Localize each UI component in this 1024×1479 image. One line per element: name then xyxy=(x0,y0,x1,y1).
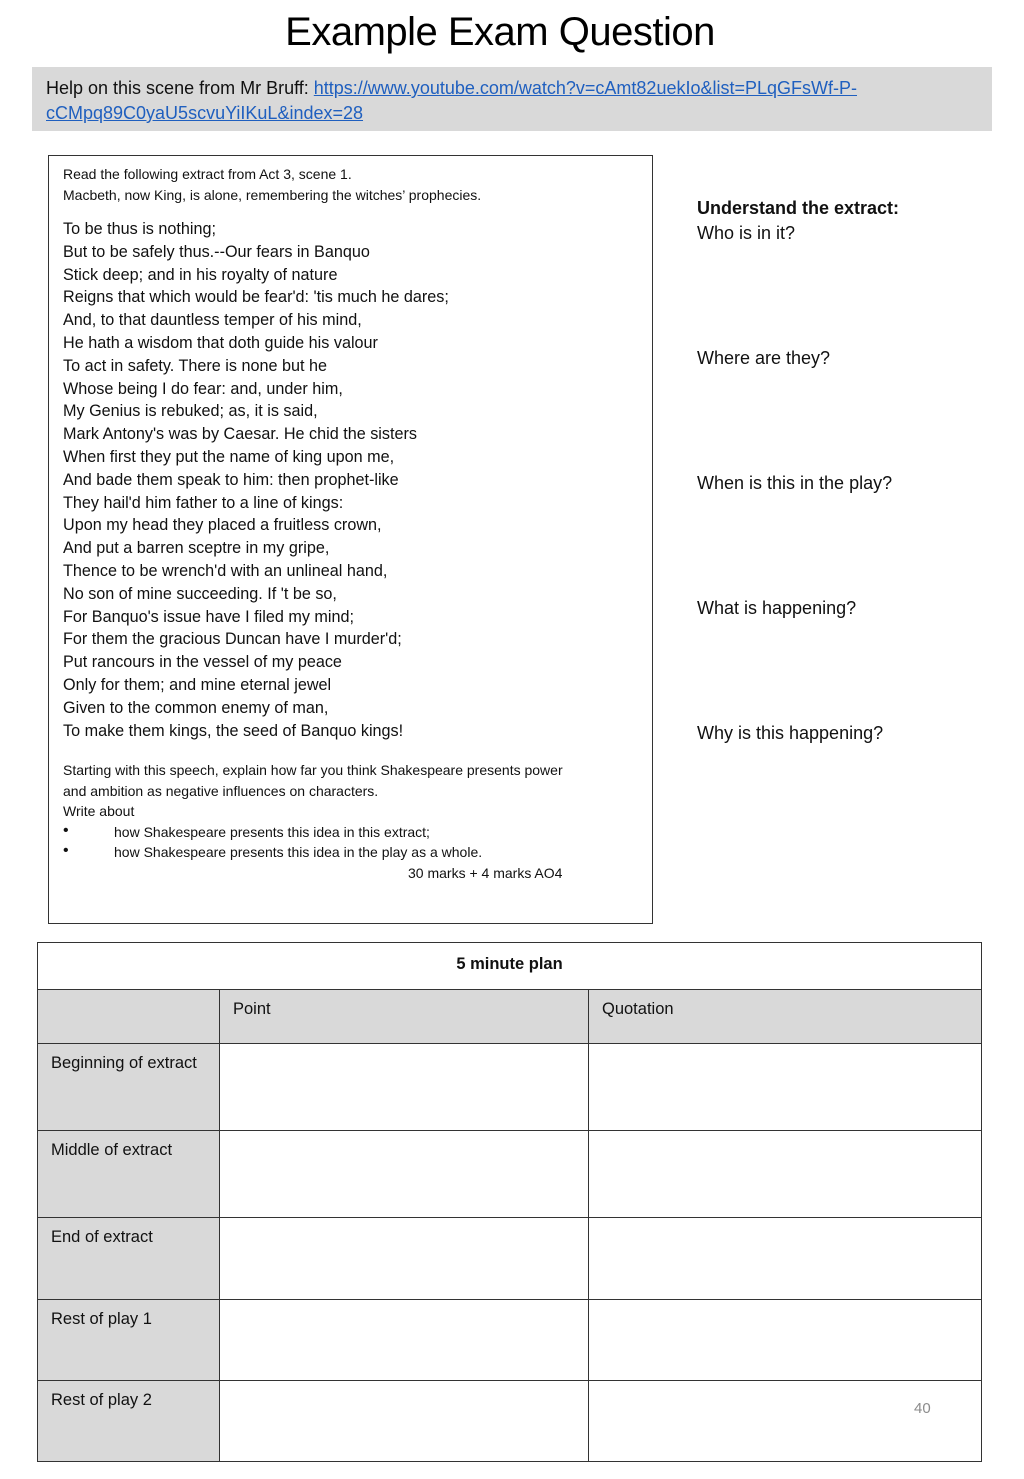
task-line1: Starting with this speech, explain how far you think Shakespeare presents power xyxy=(63,762,563,779)
speech-line: Put rancours in the vessel of my peace xyxy=(63,653,342,672)
point-cell[interactable] xyxy=(220,1131,589,1218)
point-cell[interactable] xyxy=(220,1218,589,1300)
speech-line: Stick deep; and in his royalty of nature xyxy=(63,265,338,284)
page-number: 40 xyxy=(914,1400,931,1417)
plan-title: 5 minute plan xyxy=(38,943,982,990)
extract-box xyxy=(48,155,653,924)
speech-line: To make them kings, the seed of Banquo kings! xyxy=(63,721,404,740)
speech-line: And, to that dauntless temper of his mind, xyxy=(63,311,362,330)
question-why: Why is this happening? xyxy=(697,723,884,743)
youtube-link-line2: cCMpq89C0yaU5scvuYiIKuL&index=28 xyxy=(46,103,364,123)
exam-task xyxy=(63,760,638,883)
speech-line: No son of mine succeeding. If 't be so, xyxy=(63,584,337,603)
table-row xyxy=(38,1044,982,1131)
extract-intro-line2: Macbeth, now King, is alone, remembering the witches’ prophecies. xyxy=(63,186,482,203)
bullet-icon: • xyxy=(63,842,69,860)
extract-intro-line1: Read the following extract from Act 3, scene 1. xyxy=(63,166,352,182)
question-who: Who is in it? xyxy=(697,223,796,243)
plan-row-label: Beginning of extract xyxy=(38,1044,220,1131)
question-what: What is happening? xyxy=(697,598,857,618)
extract-speech xyxy=(63,218,638,742)
page-title: Example Exam Question xyxy=(285,10,715,54)
speech-line: They hail'd him father to a line of kings: xyxy=(63,493,344,512)
task-bullet xyxy=(63,822,638,843)
marks-label: 30 marks + 4 marks AO4 xyxy=(408,864,563,881)
youtube-link-line1: https://www.youtube.com/watch?v=cAmt82uekIo&list=PLqGFsWf-P- xyxy=(313,78,857,98)
bullet-icon: • xyxy=(63,821,69,839)
plan-header-empty xyxy=(38,990,220,1044)
question-when: When is this in the play? xyxy=(697,473,893,493)
speech-line: Given to the common enemy of man, xyxy=(63,698,329,717)
plan-row-label: Rest of play 2 xyxy=(38,1381,220,1462)
help-banner xyxy=(32,67,992,131)
quotation-cell[interactable] xyxy=(589,1381,982,1462)
table-row xyxy=(38,1300,982,1381)
plan-row-label: Middle of extract xyxy=(38,1131,220,1218)
plan-row-label: Rest of play 1 xyxy=(38,1300,220,1381)
table-row xyxy=(38,1131,982,1218)
help-prefix: Help on this scene from Mr Bruff: xyxy=(46,78,314,98)
speech-line: Thence to be wrench'd with an unlineal hand, xyxy=(63,561,388,580)
speech-line: My Genius is rebuked; as, it is said, xyxy=(63,402,318,421)
question-where: Where are they? xyxy=(697,348,831,368)
plan-title-row xyxy=(38,943,982,990)
quotation-cell[interactable] xyxy=(589,1044,982,1131)
plan-header-point: Point xyxy=(220,990,589,1044)
plan-row-label: End of extract xyxy=(38,1218,220,1300)
speech-line: He hath a wisdom that doth guide his valour xyxy=(63,333,378,352)
table-row xyxy=(38,1381,982,1462)
quotation-cell[interactable] xyxy=(589,1300,982,1381)
write-about: Write about xyxy=(63,803,135,820)
speech-line: And bade them speak to him: then prophet-like xyxy=(63,470,399,489)
speech-line: To act in safety. There is none but he xyxy=(63,356,327,375)
task-bullet-text: how Shakespeare presents this idea in the play as a whole. xyxy=(114,844,483,861)
point-cell[interactable] xyxy=(220,1381,589,1462)
quotation-cell[interactable] xyxy=(589,1218,982,1300)
task-bullets xyxy=(63,822,638,863)
questions-heading: Understand the extract: xyxy=(697,198,900,218)
plan-table xyxy=(37,942,982,1462)
table-row xyxy=(38,1218,982,1300)
plan-header-quotation: Quotation xyxy=(589,990,982,1044)
point-cell[interactable] xyxy=(220,1300,589,1381)
point-cell[interactable] xyxy=(220,1044,589,1131)
speech-line: For Banquo's issue have I filed my mind; xyxy=(63,607,355,626)
speech-line: And put a barren sceptre in my gripe, xyxy=(63,539,330,558)
plan-header-row xyxy=(38,990,982,1044)
speech-line: Whose being I do fear: and, under him, xyxy=(63,379,343,398)
task-bullet-text: how Shakespeare presents this idea in this extract; xyxy=(114,823,430,840)
extract-intro xyxy=(63,164,638,205)
speech-line: Upon my head they placed a fruitless crown, xyxy=(63,516,382,535)
task-line2: and ambition as negative influences on characters. xyxy=(63,782,379,799)
task-bullet xyxy=(63,842,638,863)
speech-line: Only for them; and mine eternal jewel xyxy=(63,675,332,694)
speech-line: Reigns that which would be fear'd: 'tis much he dares; xyxy=(63,288,449,307)
speech-line: Mark Antony's was by Caesar. He chid the sisters xyxy=(63,425,417,444)
speech-line: But to be safely thus.--Our fears in Banquo xyxy=(63,242,370,261)
speech-line: For them the gracious Duncan have I murder'd; xyxy=(63,630,402,649)
speech-line: To be thus is nothing; xyxy=(63,220,216,238)
speech-line: When first they put the name of king upon me, xyxy=(63,447,395,466)
quotation-cell[interactable] xyxy=(589,1131,982,1218)
